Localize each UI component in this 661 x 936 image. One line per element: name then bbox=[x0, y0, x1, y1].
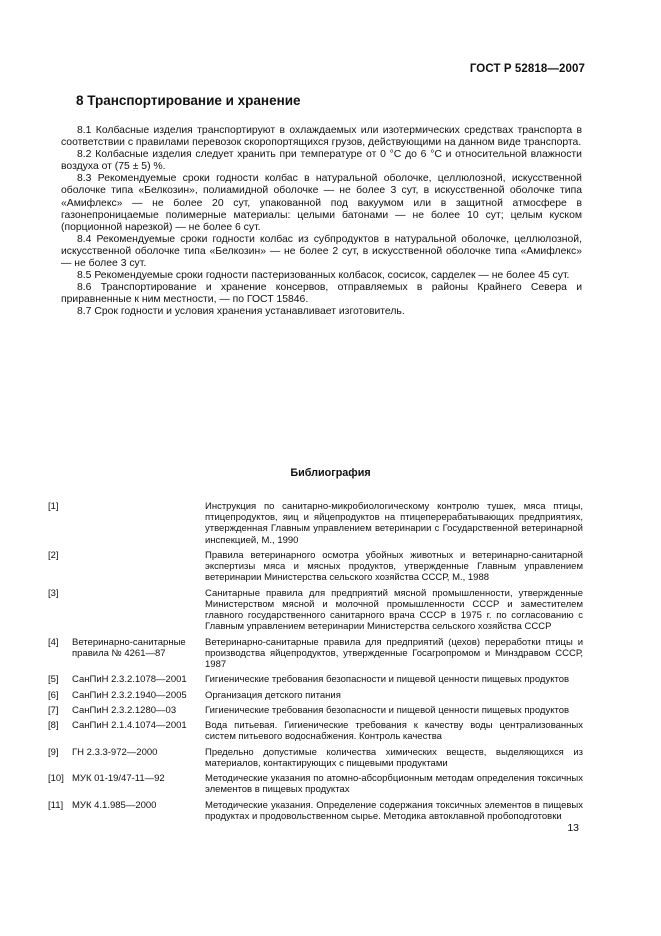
entry-number: [5] bbox=[48, 674, 59, 686]
entry-number: [4] bbox=[48, 636, 59, 648]
entry-number: [11] bbox=[48, 799, 64, 811]
entry-description: Организация детского питания bbox=[205, 689, 341, 701]
bibliography-entry bbox=[48, 588, 583, 633]
entry-number: [8] bbox=[48, 720, 59, 732]
bibliography-entry bbox=[48, 705, 583, 716]
bibliography-entry bbox=[48, 501, 583, 546]
section-title: 8 Транспортирование и хранение bbox=[76, 93, 301, 108]
paragraph-8-1: 8.1 Колбасные изделия транспортируют в охлаждаемых или изотермических средствах транспорта в соответствии с правилами перевозок скоропортящихся грузов, действующими на данном виде транспорта. bbox=[61, 125, 582, 149]
bibliography-entry bbox=[48, 690, 583, 701]
standard-header: ГОСТ Р 52818—2007 bbox=[469, 63, 585, 75]
paragraph-8-3: 8.3 Рекомендуемые сроки годности колбас в натуральной оболочке, целлюлозной, искусственной оболочке типа «Белкозин», полиамидной оболочке — не более 3 сут, в искусственной оболочке типа «Амифлекс» — не более 20 сут, упакованной под вакуумом или в защитной атмосфере в газонепроницаемые полимерные материалы: целыми батонами — не более 10 сут; целым куском (порционной нарезкой) — не более 6 сут. bbox=[61, 173, 582, 233]
entry-code: МУК 4.1.985—2000 bbox=[72, 799, 157, 811]
paragraph-8-5: 8.5 Рекомендуемые сроки годности пастеризованных колбасок, сосисок, сарделек — не более 45 сут. bbox=[77, 270, 570, 282]
paragraph-8-6: 8.6 Транспортирование и хранение консервов, отправляемых в районы Крайнего Севера и приравненные к ним местности, — по ГОСТ 15846. bbox=[61, 282, 582, 306]
paragraph-8-4: 8.4 Рекомендуемые сроки годности колбас из субпродуктов в натуральной оболочке, целлюлозной, искусственной оболочке типа «Белкозин» — не более 2 сут, в искусственной оболочке типа «Амифлекс» — не более 3 сут. bbox=[61, 233, 582, 270]
bibliography-entry bbox=[48, 800, 583, 822]
bibliography-entry bbox=[48, 550, 583, 584]
entry-description: Методические указания. Определение содержания токсичных элементов в пищевых продуктах и продовольственном сырье. Методика автоклавной пробоподготовки bbox=[205, 799, 583, 822]
entry-number: [6] bbox=[48, 689, 59, 701]
bibliography-entry bbox=[48, 637, 583, 671]
bibliography-entry bbox=[48, 674, 583, 685]
entry-code: МУК 01-19/47-11—92 bbox=[72, 773, 165, 785]
entry-code: ГН 2.3.3-972—2000 bbox=[72, 746, 158, 758]
entry-description: Предельно допустимые количества химических веществ, выделяющихся из материалов, контактирующих с пищевыми продуктами bbox=[205, 746, 583, 769]
entry-code bbox=[72, 501, 205, 546]
paragraph-8-7: 8.7 Срок годности и условия хранения устанавливает изготовитель. bbox=[77, 306, 405, 318]
entry-code: СанПиН 2.3.2.1940—2005 bbox=[72, 689, 187, 701]
entry-code: СанПиН 2.3.2.1078—2001 bbox=[72, 674, 187, 686]
section-body bbox=[61, 125, 582, 319]
entry-description: Методические указания по атомно-абсорбционным методам определения токсичных элементов в пищевых продуктах bbox=[205, 773, 583, 796]
entry-code: СанПиН 2.1.4.1074—2001 bbox=[72, 720, 187, 732]
entry-description: Инструкция по санитарно-микробиологическому контролю тушек, мяса птицы, птицепродуктов, яиц и яйцепродуктов на птицеперерабатывающих предприятиях, утвержденная Главным управлением ветеринарии с Государственной ветеринарной инспекцией, М., 1990 bbox=[205, 501, 583, 546]
entry-description: Гигиенические требования безопасности и пищевой ценности пищевых продуктов bbox=[205, 704, 570, 716]
entry-number: [10] bbox=[48, 773, 64, 785]
entry-number: [9] bbox=[48, 746, 59, 758]
entry-code: Ветеринарно-санитарные правила № 4261—87 bbox=[72, 636, 186, 659]
entry-description: Ветеринарно-санитарные правила для предприятий (цехов) переработки птицы и производства яйцепродуктов, утвержденные Госагропромом и Минздравом СССР, 1987 bbox=[205, 636, 583, 670]
entry-number: [2] bbox=[48, 549, 59, 561]
entry-code: СанПиН 2.3.2.1280—03 bbox=[72, 704, 177, 716]
entry-number: [1] bbox=[48, 501, 59, 512]
entry-number: [7] bbox=[48, 704, 59, 716]
bibliography-entry bbox=[48, 773, 583, 795]
bibliography-list bbox=[48, 501, 583, 826]
entry-code bbox=[72, 550, 205, 584]
entry-number: [3] bbox=[48, 587, 59, 599]
bibliography-title: Библиография bbox=[290, 467, 371, 479]
entry-description: Санитарные правила для предприятий мясной промышленности, утвержденные Министерством мясной и молочной промышленности СССР и заместителем главного государственного санитарного врача СССР в 1975 г. по согласованию с Главным управлением ветеринарии Министерства сельского хозяйства СССР bbox=[205, 587, 583, 633]
entry-description: Вода питьевая. Гигиенические требования к качеству воды централизованных систем питьевого водоснабжения. Контроль качества bbox=[205, 720, 583, 743]
entry-description: Гигиенические требования безопасности и пищевой ценности пищевых продуктов bbox=[205, 674, 570, 686]
bibliography-entry bbox=[48, 720, 583, 742]
entry-code bbox=[72, 588, 205, 633]
page-number: 13 bbox=[567, 822, 579, 834]
bibliography-entry bbox=[48, 747, 583, 769]
entry-description: Правила ветеринарного осмотра убойных животных и ветеринарно-санитарной экспертизы мяса и мясных продуктов, утвержденные Главным управлением ветеринарии Министерства сельского хозяйства СССР, М., 1988 bbox=[205, 549, 583, 584]
paragraph-8-2: 8.2 Колбасные изделия следует хранить при температуре от 0 °С до 6 °С и относительной влажности воздуха от (75 ± 5) %. bbox=[61, 149, 582, 173]
